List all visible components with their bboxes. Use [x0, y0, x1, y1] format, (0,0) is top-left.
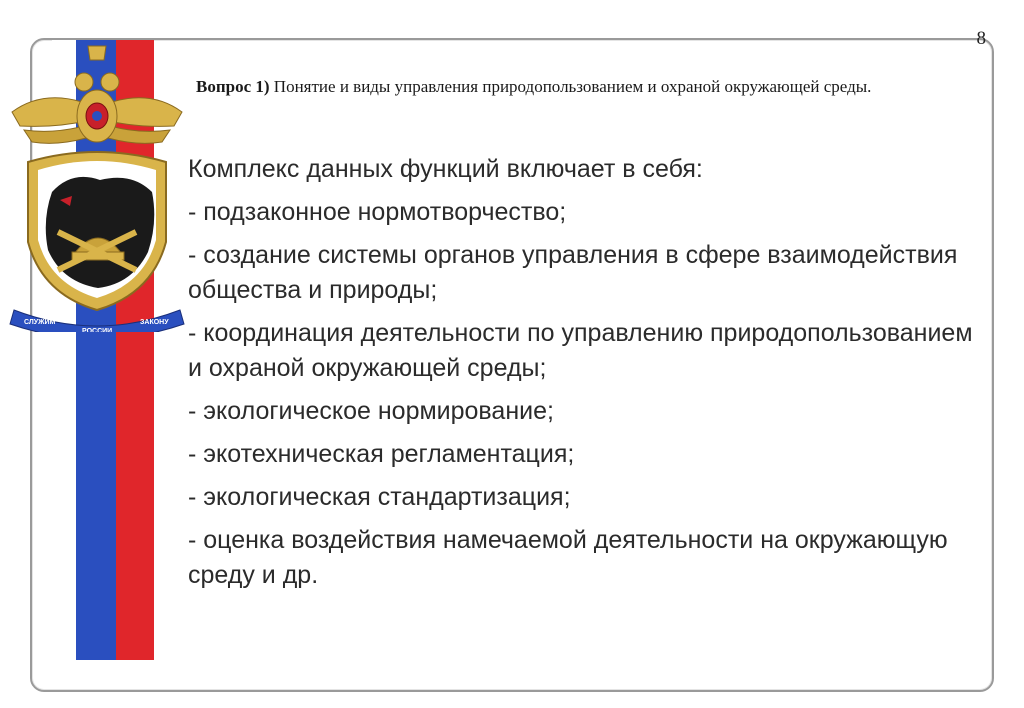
question-label: Вопрос 1) — [196, 77, 270, 96]
page-number: 8 — [976, 28, 986, 49]
shield-icon — [28, 152, 166, 310]
list-item: - координация деятельности по управлению природопользованием и охраной окружающей среды; — [188, 319, 973, 382]
ribbon-text-center: РОССИИ — [82, 328, 113, 332]
function-list — [188, 195, 978, 593]
ribbon-text-right: ЗАКОНУ — [140, 319, 169, 326]
list-item: - экологическое нормирование; — [188, 397, 554, 425]
ribbon-text-left: СЛУЖИМ — [24, 319, 56, 326]
content-lead: Комплекс данных функций включает в себя: — [188, 155, 703, 183]
question-heading — [196, 76, 986, 98]
eagle-icon — [12, 46, 182, 143]
list-item: - подзаконное нормотворчество; — [188, 198, 567, 226]
list-item: - создание системы органов управления в сфере взаимодействия общества и природы; — [188, 241, 958, 304]
list-item: - оценка воздействия намечаемой деятельности на окружающую среду и др. — [188, 526, 948, 589]
list-item: - экологическая стандартизация; — [188, 483, 571, 511]
police-emblem-icon — [2, 42, 192, 332]
ribbon — [10, 310, 184, 332]
list-item: - экотехническая регламентация; — [188, 440, 575, 468]
slide-content — [188, 152, 978, 601]
question-text: Понятие и виды управления природопользованием и охраной окружающей среды. — [269, 77, 872, 96]
